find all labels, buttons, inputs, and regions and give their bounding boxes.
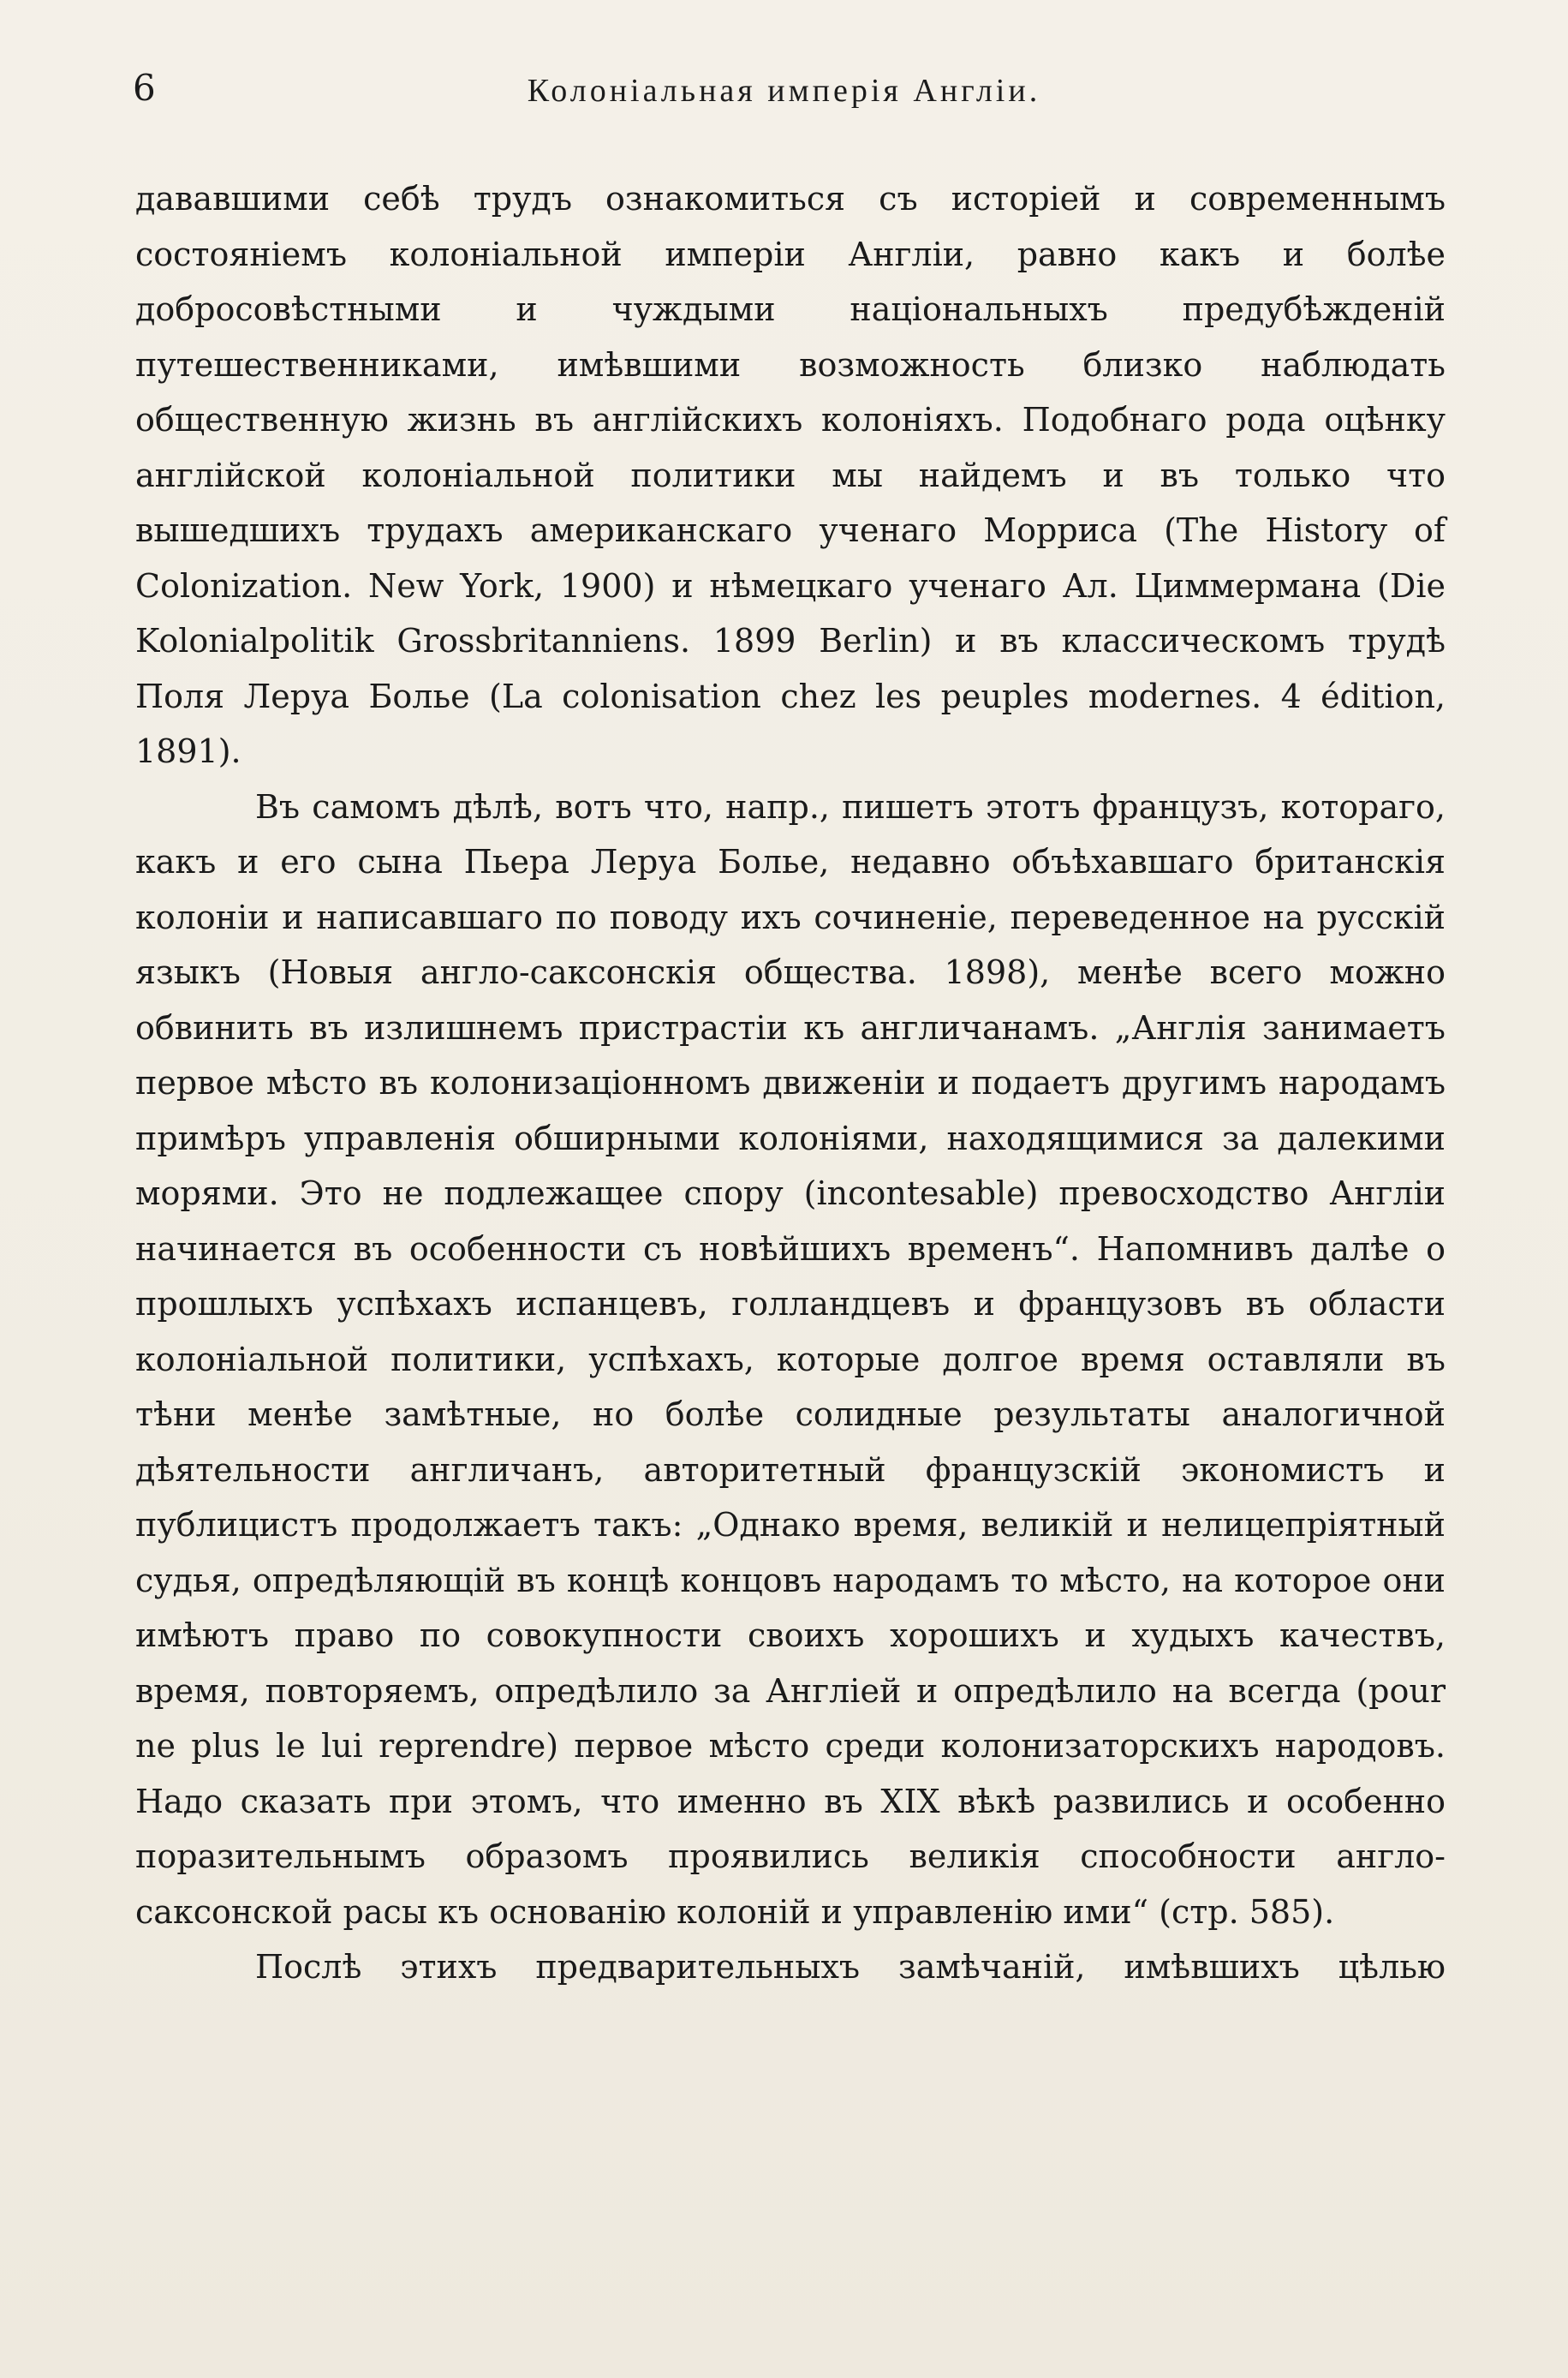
running-title: Колоніальная имперія Англіи. xyxy=(527,73,1041,109)
page-header xyxy=(133,67,1435,118)
body-text xyxy=(135,171,1446,1995)
page-number: 6 xyxy=(133,67,156,109)
paragraph-final: Послѣ этихъ предварительныхъ замѣчаній, имѣвшихъ цѣлью xyxy=(255,1948,1446,1986)
paragraph-quote: Въ самомъ дѣлѣ, вотъ что, напр., пишетъ этотъ французъ, котораго, какъ и его сына Пьера Леруа Болье, недавно объѣхавшаго британскія колоніи и написавшаго по поводу ихъ сочиненіе, переведенное на русскій языкъ (Новыя англо-саксонскія общества. 1898), менѣе всего можно обвинить въ излишнемъ пристрастіи къ англичанамъ. „Англія занимаетъ первое мѣсто въ колонизаціонномъ движеніи и подаетъ другимъ народамъ примѣръ управленія обширными колоніями, находящимися за далекими морями. Это не подлежащее спору (incontesable) превосходство Англіи начинается въ особенности съ новѣйшихъ временъ“. Напомнивъ далѣе о прошлыхъ успѣхахъ испанцевъ, голландцевъ и французовъ въ области колоніальной политики, успѣхахъ, которые долгое время оставляли въ тѣни менѣе замѣтные, но болѣе солидные результаты аналогичной дѣятельности англичанъ, авторитетный французскій экономистъ и публицистъ продолжаетъ такъ: „Однако время, великій и нелицепріятный судья, опредѣляющій въ концѣ концовъ народамъ то мѣсто, на которое они имѣютъ право по совокупности своихъ хорошихъ и худыхъ качествъ, время, повторяемъ, опредѣлило за Англіей и опредѣлило на всегда (pour ne plus le lui reprendre) первое мѣсто среди колонизаторскихъ народовъ. Надо сказать при этомъ, что именно въ XIX вѣкѣ развились и особенно поразительнымъ образомъ проявились великія способности англо-саксонской расы къ основанію колоній и управленію ими“ (стр. 585). xyxy=(135,787,1446,1931)
paragraph-continued: дававшими себѣ трудъ ознакомиться съ исторіей и современнымъ состояніемъ колоніальной имперіи Англіи, равно какъ и болѣе добросовѣстными и чуждыми національныхъ предубѣжденій путешественниками, имѣвшими возможность близко наблюдать общественную жизнь въ англійскихъ колоніяхъ. Подобнаго рода оцѣнку англійской колоніальной политики мы найдемъ и въ только что вышедшихъ трудахъ американскаго ученаго Морриса (The History of Colonization. New York, 1900) и нѣмецкаго ученаго Ал. Циммермана (Die Kolonialpolitik Grossbritanniens. 1899 Berlin) и въ классическомъ трудѣ Поля Леруа Болье (La colonisation chez les peuples modernes. 4 édition, 1891). xyxy=(135,180,1446,770)
